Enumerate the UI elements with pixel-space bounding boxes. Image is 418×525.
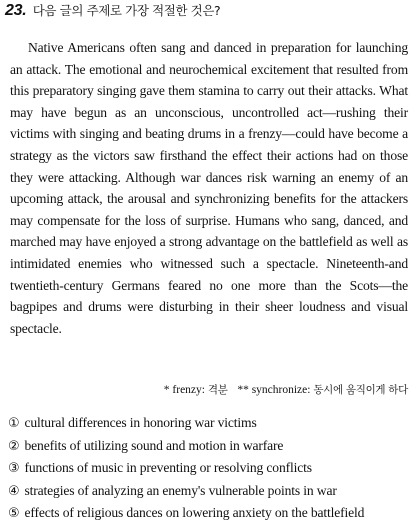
footnote-marker: * <box>163 384 170 396</box>
option-number-marker: ④ <box>8 483 20 499</box>
vocabulary-footnote <box>164 381 408 399</box>
footnote-meaning: 동시에 움직이게 하다 <box>313 384 408 396</box>
option-text: benefits of utilizing sound and motion in warfare <box>24 437 284 453</box>
option-number-marker: ③ <box>8 461 20 477</box>
answer-option-3[interactable] <box>8 457 412 480</box>
option-number-marker: ② <box>8 438 20 454</box>
answer-option-1[interactable] <box>8 412 412 435</box>
answer-options <box>8 412 412 525</box>
answer-option-4[interactable] <box>8 480 412 503</box>
option-number-marker: ⑤ <box>8 506 20 522</box>
question-header <box>5 1 220 21</box>
option-text: functions of music in preventing or resolving conflicts <box>24 460 312 476</box>
question-prompt: 다음 글의 주제로 가장 적절한 것은? <box>32 3 221 18</box>
option-text: effects of religious dances on lowering anxiety on the battlefield <box>24 505 365 521</box>
footnote-meaning: 격분 <box>207 384 228 396</box>
reading-passage: Native Americans often sang and danced in preparation for launching an attack. The emotional and neurochemical excitement that resulted from this preparatory singing gave them stamina to carry out their attacks. What may have begun as an unconscious, uncontrolled act—rushing their victims with singing and beating drums in a frenzy—could have become a strategy as the victors saw firsthand the effect their actions had on those they were attacking. Although war dances risk warning an enemy of an upcoming attack, the arousal and synchronizing benefits for the attackers may compensate for the loss of surprise. Humans who sang, danced, and marched may have enjoyed a strong advantage on the battlefield as well as intimidated enemies who witnessed such a spectacle. Nineteenth-and twentieth-century Germans feared no one more than the Scots—the bagpipes and drums were disturbing in their sheer loudness and visual spectacle. <box>10 40 408 336</box>
answer-option-5[interactable] <box>8 502 412 525</box>
option-text: cultural differences in honoring war victims <box>24 415 257 430</box>
option-number-marker: ① <box>8 416 20 431</box>
footnote-term: frenzy: <box>172 384 205 396</box>
question-number: 23. <box>5 2 27 19</box>
option-text: strategies of analyzing an enemy's vulnerable points in war <box>24 482 337 498</box>
footnote-term: synchronize: <box>251 384 311 396</box>
footnote-marker: ** <box>237 384 249 396</box>
answer-option-2[interactable] <box>8 435 412 458</box>
